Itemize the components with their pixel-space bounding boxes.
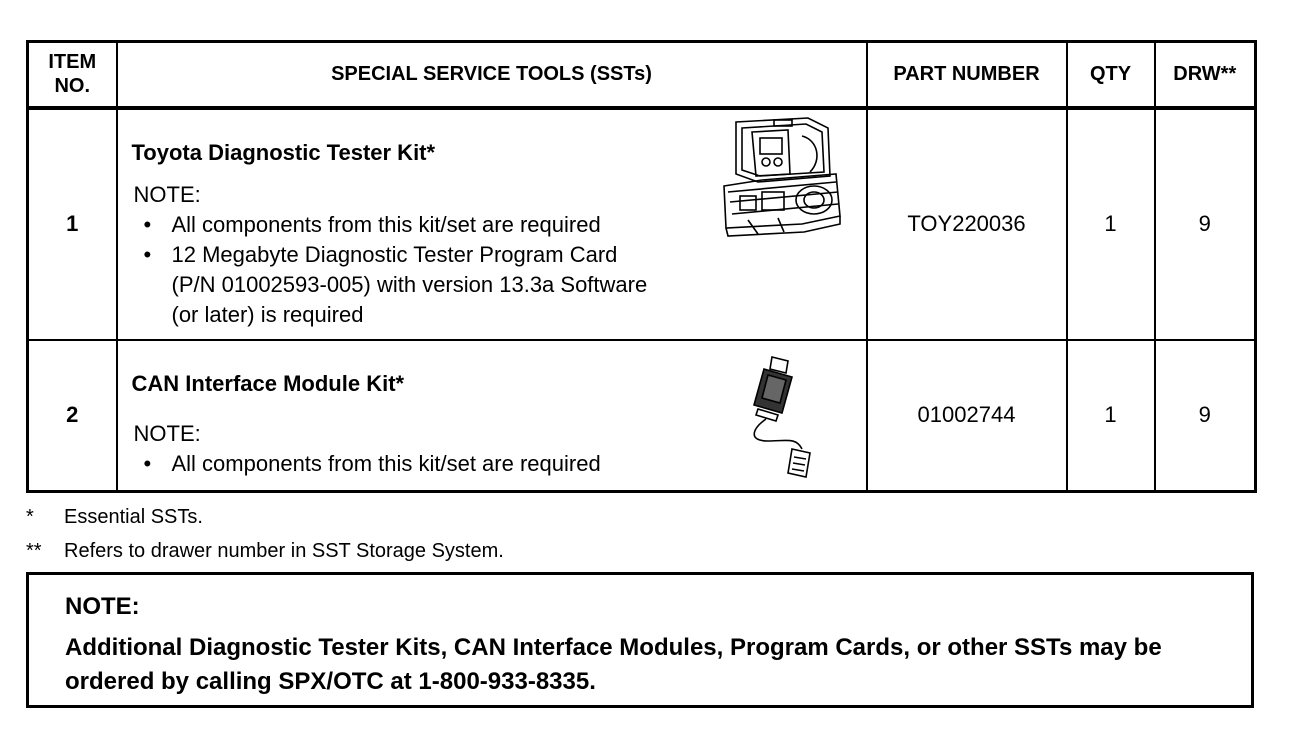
list-item: • All components from this kit/set are required [143, 450, 601, 476]
header-drw: DRW** [1155, 42, 1256, 108]
header-item-no-label: ITEM NO. [48, 51, 97, 98]
header-qty: QTY [1067, 42, 1155, 108]
bullet-list [134, 449, 601, 479]
tool-description-cell [117, 340, 867, 492]
item-no-cell: 1 [28, 108, 117, 340]
tool-title: CAN Interface Module Kit* [131, 370, 405, 396]
table-row [28, 108, 1256, 340]
part-number-cell: TOY220036 [867, 108, 1067, 340]
qty-cell: 1 [1067, 108, 1155, 340]
footnote-drawer: ** Refers to drawer number in SST Storage System. [26, 540, 504, 562]
tool-description-cell [117, 108, 867, 340]
bullet-list [134, 210, 648, 330]
list-item: • All components from this kit/set are required [143, 211, 601, 237]
note-box [26, 572, 1254, 708]
table-row [28, 340, 1256, 492]
note-label: NOTE: [133, 420, 201, 446]
header-item-no [28, 42, 117, 108]
can-interface-module-icon [746, 353, 820, 483]
drw-cell: 9 [1155, 340, 1256, 492]
sst-table [26, 40, 1257, 493]
footnote-essential: * Essential SSTs. [26, 506, 203, 528]
note-label: NOTE: [133, 181, 201, 207]
note-box-title: NOTE: [65, 593, 140, 620]
header-part-number: PART NUMBER [867, 42, 1067, 108]
qty-cell: 1 [1067, 340, 1155, 492]
note-box-text: Additional Diagnostic Tester Kits, CAN Interface Modules, Program Cards, or other SSTs may be ordered by calling SPX/OTC at 1-800-933-8335. [65, 634, 1162, 695]
item-no-cell: 2 [28, 340, 117, 492]
list-item: • 12 Megabyte Diagnostic Tester Program Card (P/N 01002593-005) with version 13.3a Software (or later) is required [143, 241, 648, 327]
table-header-row [28, 42, 1256, 108]
drw-cell: 9 [1155, 108, 1256, 340]
tool-title: Toyota Diagnostic Tester Kit* [131, 139, 436, 165]
diagnostic-tester-kit-case-icon [718, 116, 844, 240]
header-tools: SPECIAL SERVICE TOOLS (SSTs) [117, 42, 867, 108]
part-number-cell: 01002744 [867, 340, 1067, 492]
